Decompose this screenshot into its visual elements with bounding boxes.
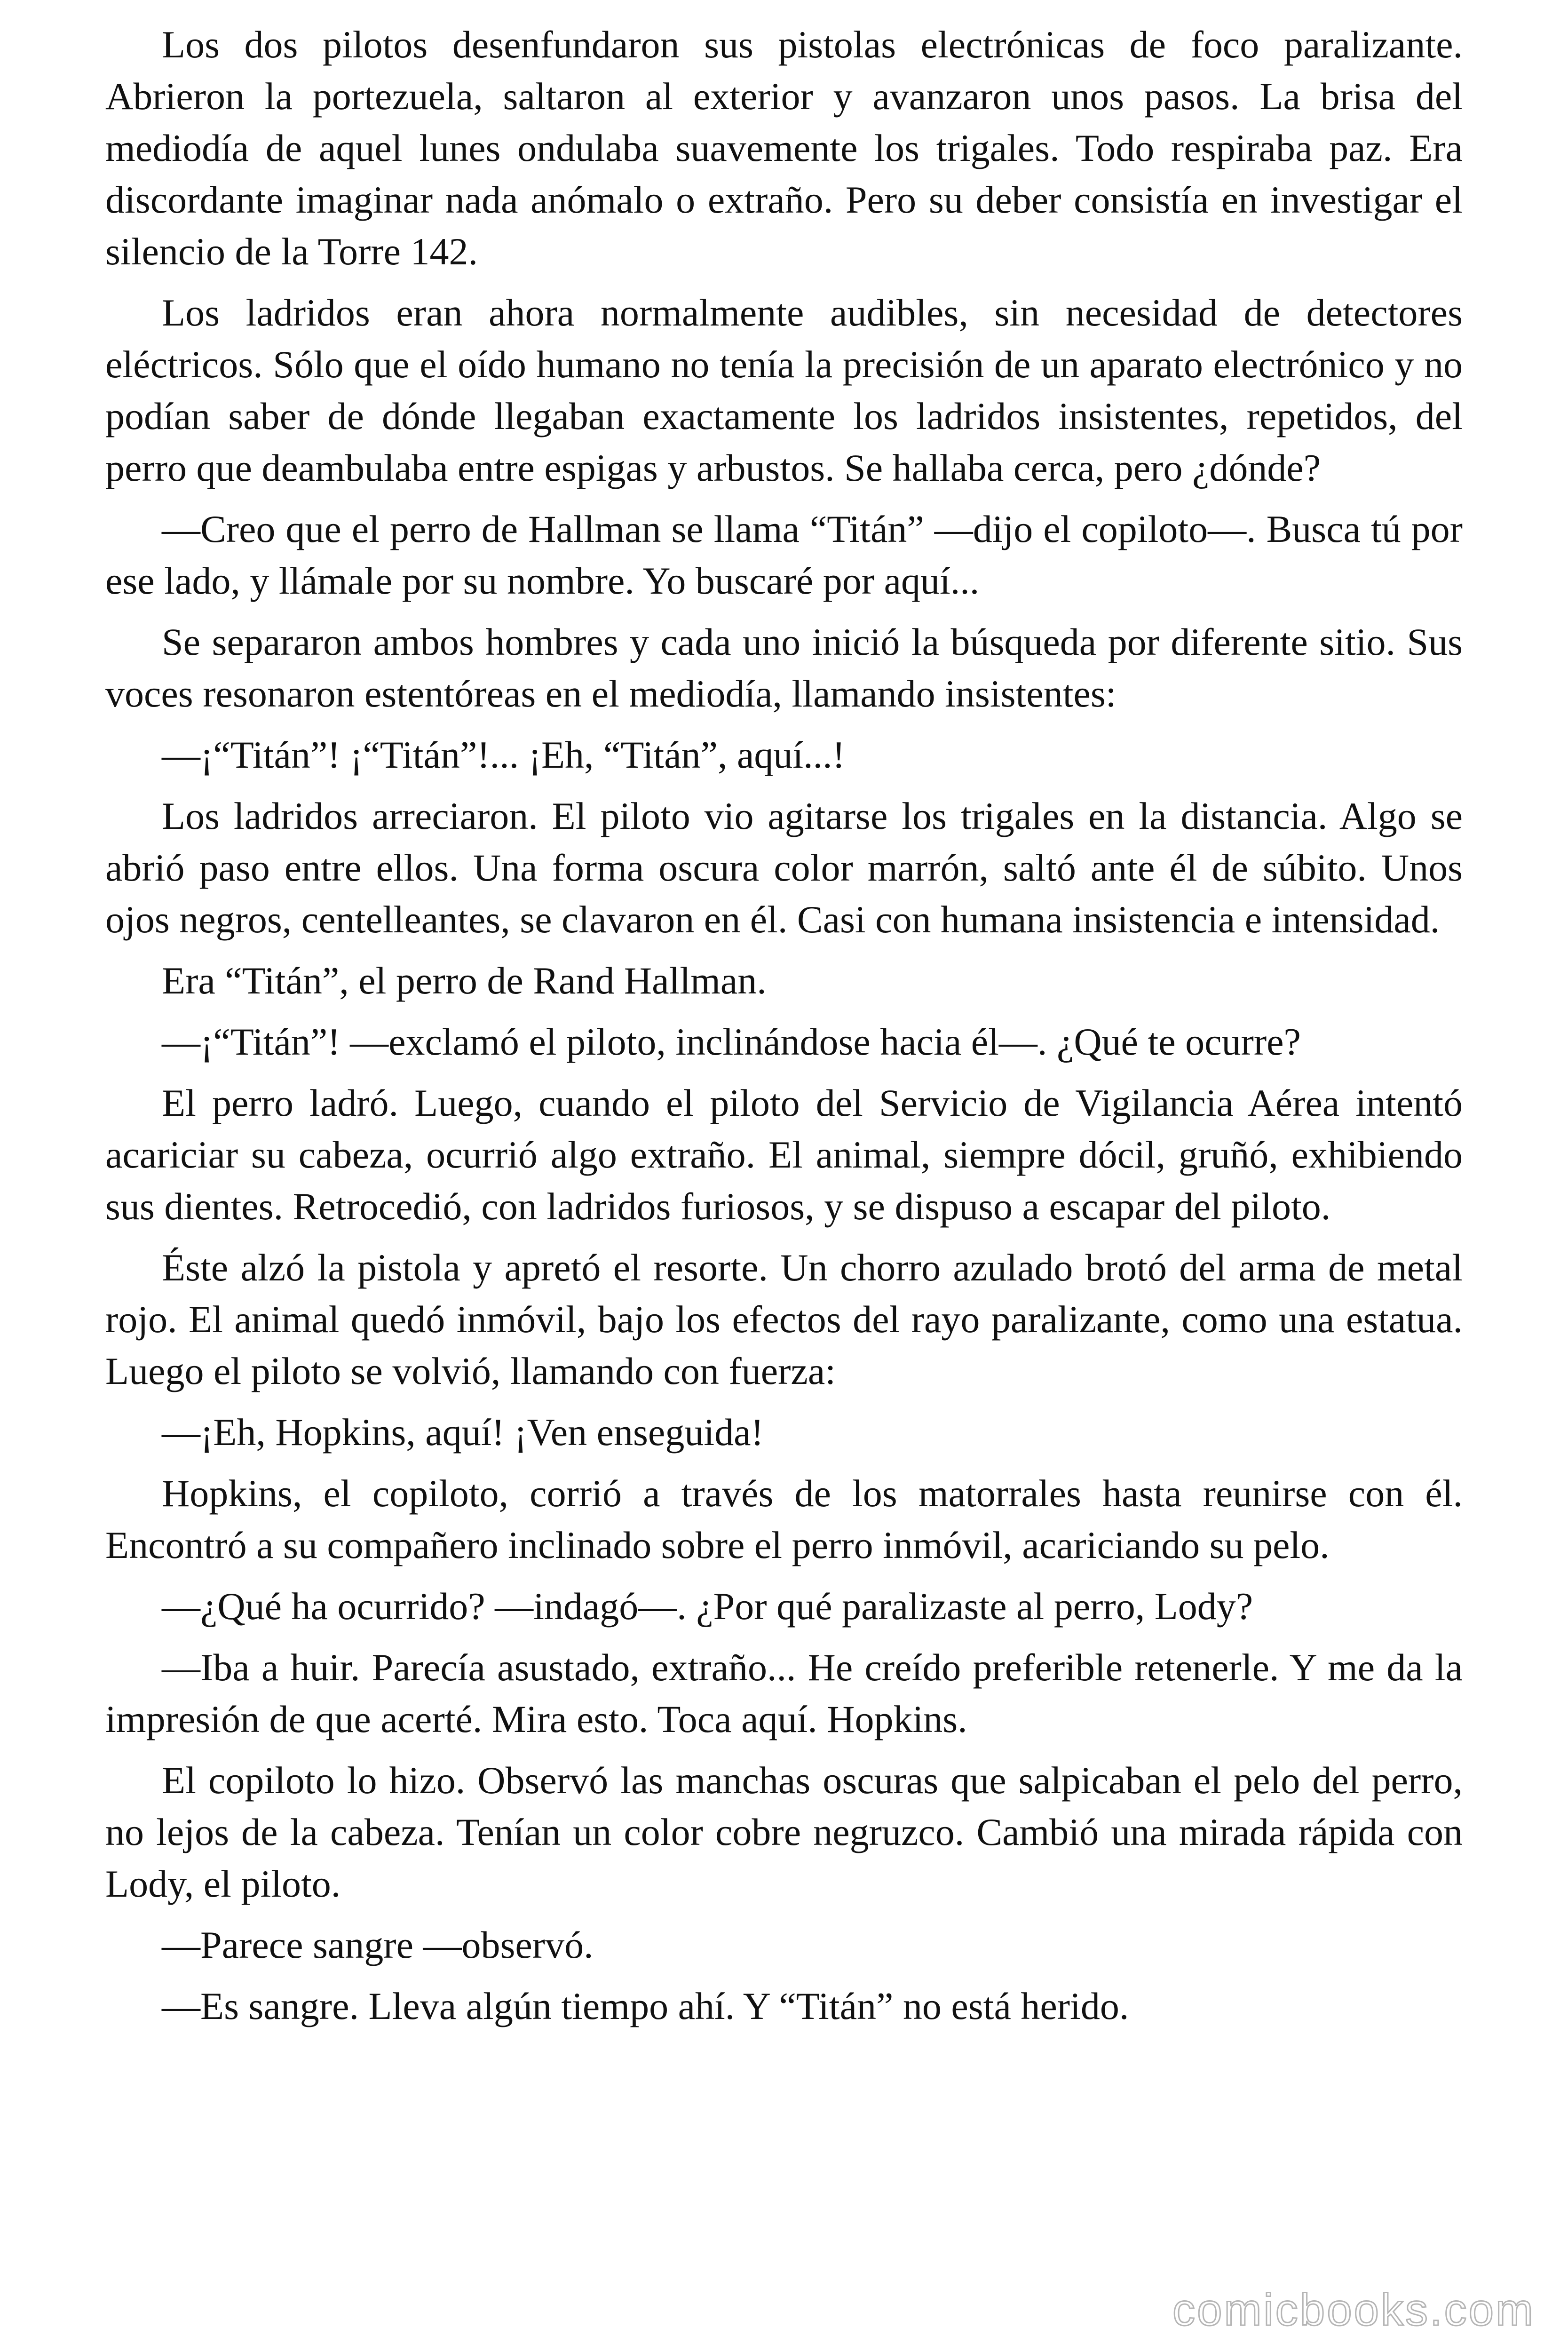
paragraph-10: Éste alzó la pistola y apretó el resorte. Un chorro azulado brotó del arma de metal rojo. El animal quedó inmóvil, bajo los efectos del rayo paralizante, como una estatua. Luego el piloto se volvió, llamando con fuerza: <box>105 1246 1463 1392</box>
paragraph-11: —¡Eh, Hopkins, aquí! ¡Ven enseguida! <box>162 1411 764 1454</box>
paragraph-5: —¡“Titán”! ¡“Titán”!... ¡Eh, “Titán”, aquí...! <box>162 733 845 776</box>
paragraph-6: Los ladridos arreciaron. El piloto vio agitarse los trigales en la distancia. Algo se abrió paso entre ellos. Una forma oscura color marrón, saltó ante él de súbito. Unos ojos negros, centelleantes, se clavaron en él. Casi con humana insistencia e intensidad. <box>105 795 1463 941</box>
body-text <box>105 19 1463 2042</box>
paragraph-16: —Parece sangre —observó. <box>162 1923 594 1966</box>
paragraph-3: —Creo que el perro de Hallman se llama “Titán” —dijo el copiloto—. Busca tú por ese lado, y llámale por su nombre. Yo buscaré por aquí... <box>105 508 1463 602</box>
paragraph-4: Se separaron ambos hombres y cada uno inició la búsqueda por diferente sitio. Sus voces resonaron estentóreas en el mediodía, llamando insistentes: <box>105 620 1463 715</box>
paragraph-9: El perro ladró. Luego, cuando el piloto del Servicio de Vigilancia Aérea intentó acariciar su cabeza, ocurrió algo extraño. El animal, siempre dócil, gruñó, exhibiendo sus dientes. Retrocedió, con ladridos furiosos, y se dispuso a escapar del piloto. <box>105 1081 1463 1228</box>
watermark: comicbooks.com <box>1172 2285 1535 2335</box>
paragraph-7: Era “Titán”, el perro de Rand Hallman. <box>162 959 767 1002</box>
paragraph-1: Los dos pilotos desenfundaron sus pistolas electrónicas de foco paralizante. Abrieron la portezuela, saltaron al exterior y avanzaron unos pasos. La brisa del mediodía de aquel lunes ondulaba suavemente los trigales. Todo respiraba paz. Era discordante imaginar nada anómalo o extraño. Pero su deber consistía en investigar el silencio de la Torre 142. <box>105 23 1463 273</box>
paragraph-14: —Iba a huir. Parecía asustado, extraño... He creído preferible retenerle. Y me da la impresión de que acerté. Mira esto. Toca aquí. Hopkins. <box>105 1646 1463 1740</box>
paragraph-8: —¡“Titán”! —exclamó el piloto, inclinándose hacia él—. ¿Qué te ocurre? <box>162 1020 1301 1063</box>
paragraph-15: El copiloto lo hizo. Observó las manchas oscuras que salpicaban el pelo del perro, no lejos de la cabeza. Tenían un color cobre negruzco. Cambió una mirada rápida con Lody, el piloto. <box>105 1759 1463 1905</box>
paragraph-2: Los ladridos eran ahora normalmente audibles, sin necesidad de detectores eléctricos. Sólo que el oído humano no tenía la precisión de un aparato electrónico y no podían saber de dónde llegaban exactamente los ladridos insistentes, repetidos, del perro que deambulaba entre espigas y arbustos. Se hallaba cerca, pero ¿dónde? <box>105 291 1463 489</box>
paragraph-17: —Es sangre. Lleva algún tiempo ahí. Y “Titán” no está herido. <box>162 1985 1129 2027</box>
paragraph-12: Hopkins, el copiloto, corrió a través de los matorrales hasta reunirse con él. Encontró a su compañero inclinado sobre el perro inmóvil, acariciando su pelo. <box>105 1472 1463 1566</box>
paragraph-13: —¿Qué ha ocurrido? —indagó—. ¿Por qué paralizaste al perro, Lody? <box>162 1585 1253 1628</box>
